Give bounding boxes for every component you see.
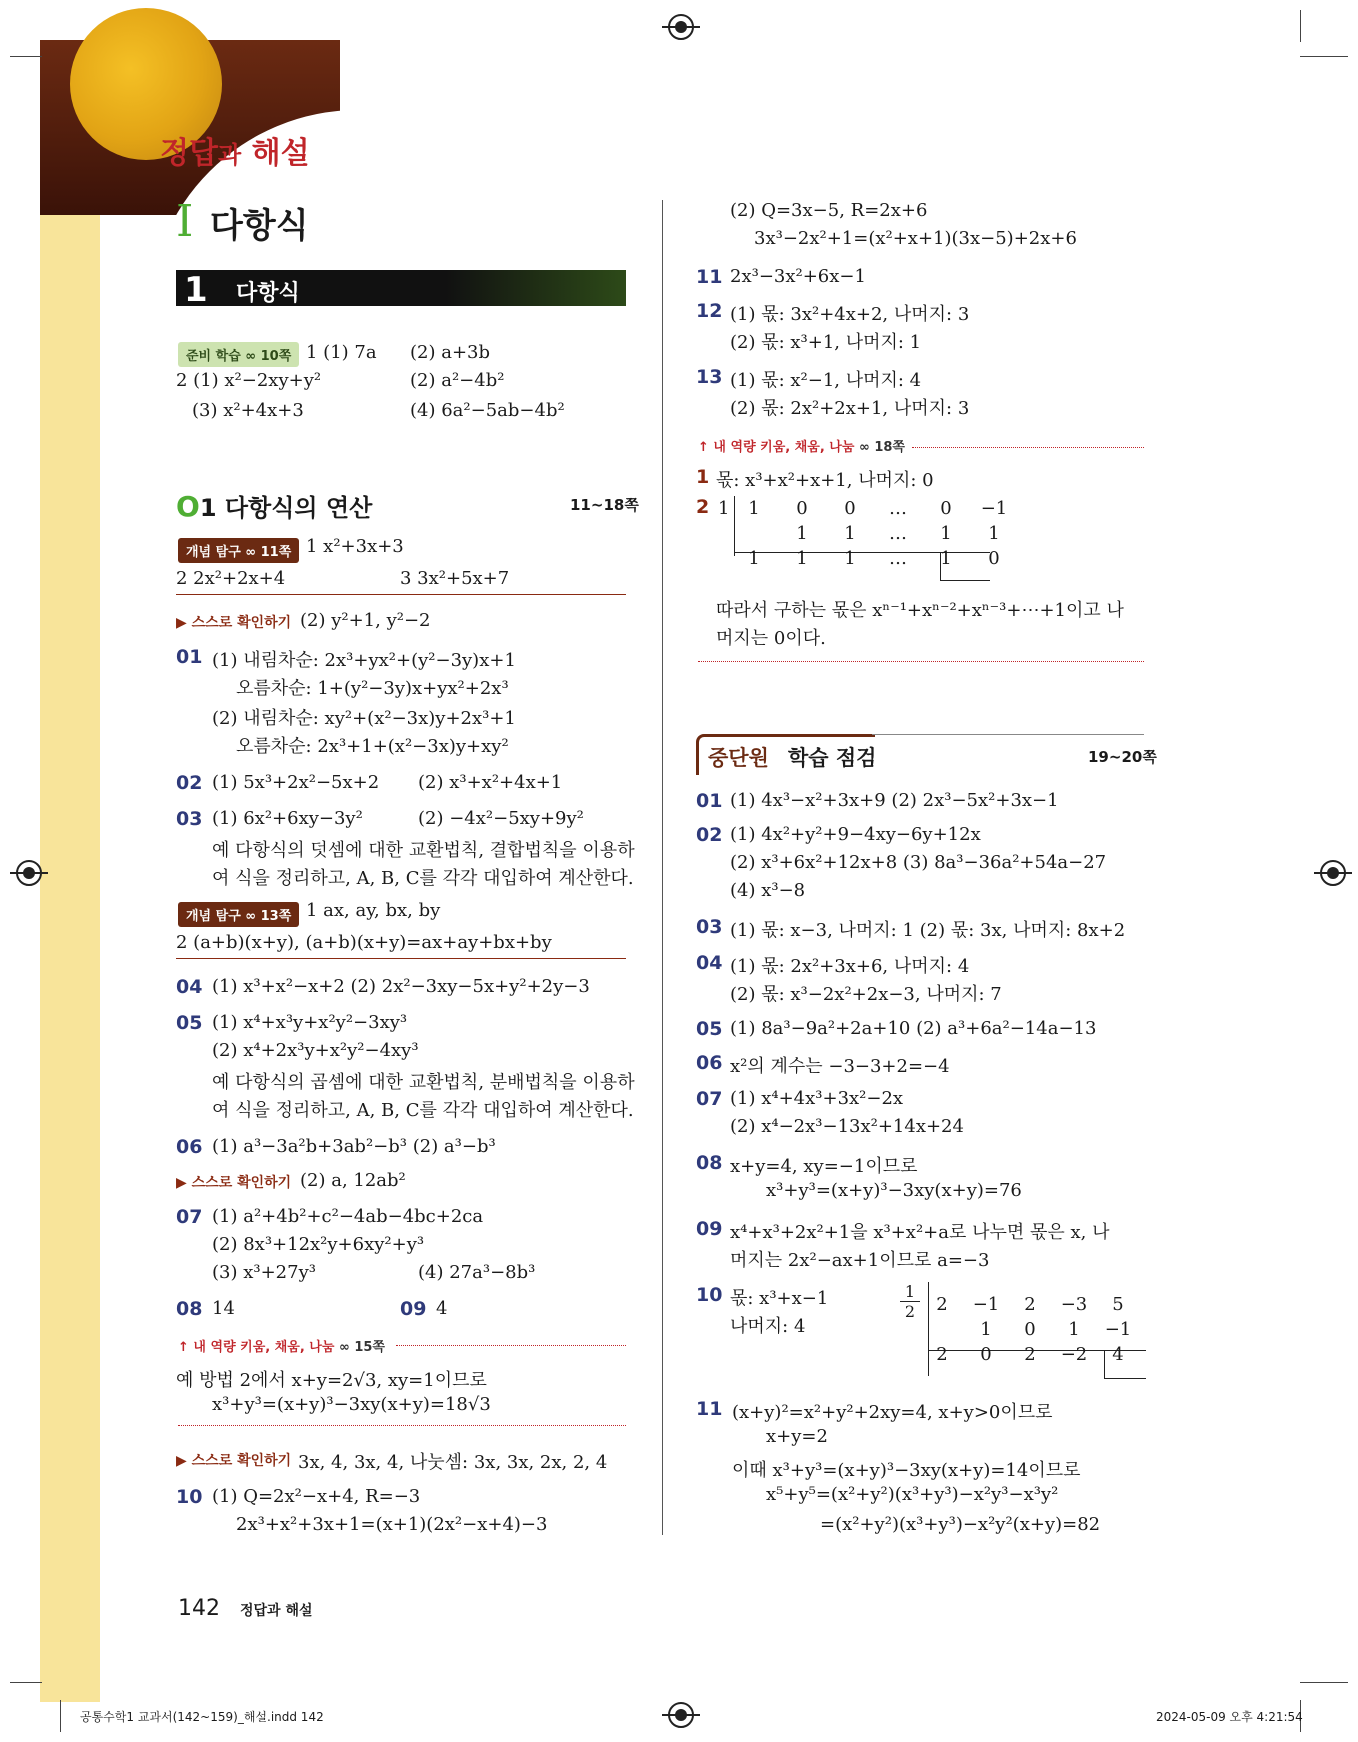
capacity-label: ↑ 내 역량 키움, 채움, 나눔 ∞ 18쪽 (698, 440, 905, 455)
capacity-label: ↑ 내 역량 키움, 채움, 나눔 ∞ 15쪽 (178, 1340, 385, 1355)
page-label: 정답과 해설 (240, 1603, 313, 1619)
synthetic-cell: 1 (1068, 1319, 1080, 1340)
problem-line: 4 (436, 1298, 448, 1319)
problem-line: 3x³−2x²+1=(x²+x+1)(3x−5)+2x+6 (754, 228, 1077, 249)
problem-line: (2) −4x²−5xy+9y² (418, 808, 584, 829)
problem-line: 머지는 0이다. (716, 628, 826, 649)
capacity-line: x³+y³=(x+y)³−3xy(x+y)=18√3 (212, 1394, 491, 1415)
problem-number: 09 (696, 1218, 723, 1240)
synthetic-cell: 4 (1112, 1344, 1124, 1365)
problem-line: x²의 계수는 −3−3+2=−4 (730, 1056, 950, 1077)
synthetic-cell: 5 (1112, 1294, 1124, 1315)
synthetic-cell: 2 (1024, 1344, 1036, 1365)
concept-line: 2 (a+b)(x+y), (a+b)(x+y)=ax+ay+bx+by (176, 932, 552, 953)
crop-mark (10, 1682, 42, 1683)
problem-line: (x+y)²=x²+y²+2xy=4, x+y>0이므로 (732, 1402, 1053, 1423)
chapter-numeral: I (176, 196, 194, 247)
registration-mark (668, 14, 694, 40)
lesson-title-text: 1 다항식의 연산 (199, 494, 373, 522)
synthetic-cell: −3 (1060, 1294, 1088, 1315)
concept-rule (176, 958, 626, 959)
registration-mark (668, 1702, 694, 1728)
concept-badge: 개념 탐구 ∞ 13쪽 (178, 902, 299, 927)
problem-line: 오름차순: 2x³+1+(x²−3x)y+xy² (236, 736, 509, 757)
problem-line: (1) a³−3a²b+3ab²−b³ (2) a³−b³ (212, 1136, 496, 1157)
capacity-dotted-line (698, 660, 1144, 662)
problem-number: 08 (696, 1152, 723, 1174)
lesson-pages: 11~18쪽 (570, 496, 639, 514)
problem-number: 04 (176, 976, 203, 998)
problem-line: (4) x³−8 (730, 880, 806, 901)
synthetic-cell: 2 (936, 1294, 948, 1315)
crop-mark (1300, 10, 1301, 42)
problem-line: x⁵+y⁵=(x²+y²)(x³+y³)−x²y³−x³y² (766, 1484, 1059, 1505)
fraction-denominator: 2 (904, 1302, 916, 1321)
date-info: 2024-05-09 오후 4:21:54 (1156, 1710, 1303, 1724)
mid-unit-subtitle: 학습 점검 (788, 746, 877, 770)
problem-line: (3) x³+27y³ (212, 1262, 316, 1283)
synthetic-row (920, 1292, 1140, 1317)
synthetic-remainder-box (1104, 1378, 1146, 1379)
problem-number: 06 (696, 1052, 723, 1074)
section-title: 다항식 (236, 281, 300, 306)
synthetic-divisor: 1 (718, 498, 730, 519)
capacity-dotted-line (396, 1344, 626, 1346)
synthetic-cell: −1 (1104, 1319, 1132, 1340)
column-divider (662, 200, 663, 1535)
problem-line: 14 (212, 1298, 235, 1319)
problem-line: x+y=4, xy=−1이므로 (730, 1156, 918, 1177)
synthetic-cell: 0 (980, 1344, 992, 1365)
prep-line: (2) a+3b (410, 342, 491, 363)
synthetic-cell: −2 (1060, 1344, 1088, 1365)
synthetic-cell: … (889, 523, 907, 544)
problem-number: 04 (696, 952, 723, 974)
prep-line: 2 (1) x²−2xy+y² (176, 370, 322, 391)
page-title (160, 128, 310, 172)
capacity-dotted-line (178, 1424, 626, 1426)
self-check-answer: 3x, 4, 3x, 4, 나눗셈: 3x, 3x, 2x, 2, 4 (298, 1452, 608, 1473)
synthetic-cell: 1 (796, 523, 808, 544)
problem-line: (2) x³+6x²+12x+8 (3) 8a³−36a²+54a−27 (730, 852, 1107, 873)
problem-line: (1) x⁴+4x³+3x²−2x (730, 1088, 904, 1109)
problem-line: (2) 몫: x³+1, 나머지: 1 (730, 332, 922, 353)
problem-line: 머지는 2x²−ax+1이므로 a=−3 (730, 1250, 990, 1271)
problem-line: (1) 몫: x²−1, 나머지: 4 (730, 370, 922, 391)
self-check-text: 스스로 확인하기 (191, 615, 292, 631)
section-number: 1 (184, 270, 208, 310)
concept-rule (176, 594, 626, 595)
prep-line: 1 (1) 7a (306, 342, 377, 363)
prep-line: (3) x²+4x+3 (192, 400, 304, 421)
title-and: 과 (217, 141, 242, 169)
prep-line: (2) a²−4b² (410, 370, 505, 391)
self-check-answer: (2) y²+1, y²−2 (300, 610, 431, 631)
problem-line: (4) 27a³−8b³ (418, 1262, 536, 1283)
problem-line: (1) 몫: x−3, 나머지: 1 (2) 몫: 3x, 나머지: 8x+2 (730, 920, 1126, 941)
problem-number: 07 (696, 1088, 723, 1110)
problem-number: 2 (696, 496, 710, 518)
capacity-text: 내 역량 키움, 채움, 나눔 (713, 440, 855, 455)
capacity-pages: ∞ 15쪽 (338, 1340, 385, 1355)
mid-unit-title: 중단원 (708, 746, 769, 770)
concept-line: 1 ax, ay, bx, by (306, 900, 441, 921)
problem-line: 나머지: 4 (730, 1316, 806, 1337)
problem-line: 이때 x³+y³=(x+y)³−3xy(x+y)=14이므로 (732, 1460, 1081, 1481)
problem-line: (2) Q=3x−5, R=2x+6 (730, 200, 928, 221)
fraction-numerator: 1 (900, 1282, 920, 1302)
problem-line: 여 식을 정리하고, A, B, C를 각각 대입하여 계산한다. (212, 868, 634, 889)
chapter-title: 다항식 (210, 206, 309, 246)
problem-line: 몫: x³+x²+x+1, 나머지: 0 (716, 470, 934, 491)
problem-line: (2) 8x³+12x²y+6xy²+y³ (212, 1234, 425, 1255)
problem-line: (1) 5x³+2x²−5x+2 (212, 772, 380, 793)
capacity-pages: ∞ 18쪽 (858, 440, 905, 455)
problem-number: 03 (176, 808, 203, 830)
synthetic-cell: 1 (796, 548, 808, 569)
synthetic-row (730, 546, 1018, 571)
synthetic-cell: 2 (1024, 1294, 1036, 1315)
self-check-text: 스스로 확인하기 (191, 1453, 292, 1469)
problem-line: (1) a²+4b²+c²−4ab−4bc+2ca (212, 1206, 484, 1227)
problem-line: 2x³+x²+3x+1=(x+1)(2x²−x+4)−3 (236, 1514, 548, 1535)
synthetic-cell (920, 1317, 964, 1342)
crop-mark (1300, 56, 1348, 57)
problem-number: 11 (696, 266, 723, 288)
mid-unit-pages: 19~20쪽 (1088, 748, 1157, 766)
synthetic-cell: … (889, 498, 907, 519)
problem-line: 예 다항식의 곱셈에 대한 교환법칙, 분배법칙을 이용하 (212, 1072, 635, 1093)
problem-number: 07 (176, 1206, 203, 1228)
problem-line: (1) 몫: 2x²+3x+6, 나머지: 4 (730, 956, 970, 977)
problem-number: 02 (176, 772, 203, 794)
self-check-label: ▶ 스스로 확인하기 (176, 615, 292, 631)
synthetic-cell: 1 (748, 498, 760, 519)
mid-unit-rule (872, 734, 1144, 735)
problem-line: (1) 4x³−x²+3x+9 (2) 2x³−5x²+3x−1 (730, 790, 1059, 811)
prep-line: (4) 6a²−5ab−4b² (410, 400, 565, 421)
crop-mark (60, 1700, 61, 1732)
synthetic-row (920, 1342, 1140, 1367)
title-explanation: 해설 (251, 136, 310, 171)
synthetic-row (730, 521, 1018, 546)
problem-line: 예 다항식의 덧셈에 대한 교환법칙, 결합법칙을 이용하 (212, 840, 635, 861)
problem-line: (2) x³+x²+4x+1 (418, 772, 563, 793)
crop-mark (10, 56, 42, 57)
problem-number: 01 (176, 646, 203, 668)
problem-line: (2) 몫: 2x²+2x+1, 나머지: 3 (730, 398, 970, 419)
crop-mark (1300, 1682, 1348, 1683)
synthetic-cell: 1 (748, 548, 760, 569)
problem-number: 11 (696, 1398, 723, 1420)
problem-line: 여 식을 정리하고, A, B, C를 각각 대입하여 계산한다. (212, 1100, 634, 1121)
synthetic-cell: 2 (936, 1344, 948, 1365)
problem-number: 03 (696, 916, 723, 938)
problem-line: x+y=2 (766, 1426, 828, 1447)
problem-line: (1) Q=2x²−x+4, R=−3 (212, 1486, 421, 1507)
concept-line: 1 x²+3x+3 (306, 536, 404, 557)
file-info: 공통수학1 교과서(142~159)_해설.indd 142 (80, 1710, 324, 1724)
capacity-line: 예 방법 2에서 x+y=2√3, xy=1이므로 (176, 1370, 487, 1391)
synthetic-cell: 0 (988, 548, 1000, 569)
prep-badge: 준비 학습 ∞ 10쪽 (178, 342, 299, 367)
problem-line: (1) 8a³−9a²+2a+10 (2) a³+6a²−14a−13 (730, 1018, 1097, 1039)
problem-line: (1) x⁴+x³y+x²y²−3xy³ (212, 1012, 408, 1033)
problem-line: (2) x⁴−2x³−13x²+14x+24 (730, 1116, 964, 1137)
problem-line: (1) 6x²+6xy−3y² (212, 808, 363, 829)
lesson-title-o: O (176, 490, 200, 523)
problem-line: (2) x⁴+2x³y+x²y²−4xy³ (212, 1040, 419, 1061)
side-color-strip (40, 40, 100, 1702)
synthetic-cell: 0 (844, 498, 856, 519)
self-check-label: ▶ 스스로 확인하기 (176, 1175, 292, 1191)
problem-number: 05 (696, 1018, 723, 1040)
synthetic-cell: 1 (940, 548, 952, 569)
problem-line: 따라서 구하는 몫은 xⁿ⁻¹+xⁿ⁻²+xⁿ⁻³+⋯+1이고 나 (716, 600, 1124, 621)
problem-line: 오름차순: 1+(y²−3y)x+yx²+2x³ (236, 678, 509, 699)
synthetic-cell: … (889, 548, 907, 569)
concept-badge: 개념 탐구 ∞ 11쪽 (178, 538, 299, 563)
concept-line: 2 2x²+2x+4 (176, 568, 286, 589)
lesson-title (176, 488, 372, 523)
synthetic-cell: 1 (988, 523, 1000, 544)
problem-line: 몫: x³+x−1 (730, 1288, 829, 1309)
problem-number: 10 (696, 1284, 723, 1306)
synthetic-cell: 1 (980, 1319, 992, 1340)
problem-number: 13 (696, 366, 723, 388)
self-check-answer: (2) a, 12ab² (300, 1170, 406, 1191)
synthetic-cell: 0 (1024, 1319, 1036, 1340)
synthetic-cell: −1 (980, 498, 1008, 519)
problem-line: (1) 몫: 3x²+4x+2, 나머지: 3 (730, 304, 970, 325)
synthetic-cell: 0 (796, 498, 808, 519)
synthetic-cell: 1 (844, 523, 856, 544)
problem-number: 09 (400, 1298, 427, 1320)
synthetic-cell: 1 (844, 548, 856, 569)
synthetic-cell: 1 (940, 523, 952, 544)
problem-line: (2) 몫: x³−2x²+2x−3, 나머지: 7 (730, 984, 1002, 1005)
problem-number: 08 (176, 1298, 203, 1320)
synthetic-cell: −1 (972, 1294, 1000, 1315)
registration-mark (1320, 860, 1346, 886)
problem-line: x³+y³=(x+y)³−3xy(x+y)=76 (766, 1180, 1022, 1201)
capacity-text: 내 역량 키움, 채움, 나눔 (193, 1340, 335, 1355)
problem-number: 10 (176, 1486, 203, 1508)
problem-number: 06 (176, 1136, 203, 1158)
synthetic-row (730, 496, 1018, 521)
problem-line: (1) 4x²+y²+9−4xy−6y+12x (730, 824, 981, 845)
problem-number: 1 (696, 466, 710, 488)
synthetic-division-table (920, 1292, 1140, 1367)
self-check-label: ▶ 스스로 확인하기 (176, 1453, 292, 1469)
problem-number: 05 (176, 1012, 203, 1034)
synthetic-cell: 0 (940, 498, 952, 519)
registration-mark (16, 860, 42, 886)
problem-line: (1) 내림차순: 2x³+yx²+(y²−3y)x+1 (212, 650, 516, 671)
problem-line: (1) x³+x²−x+2 (2) 2x²−3xy−5x+y²+2y−3 (212, 976, 590, 997)
capacity-dotted-line (912, 446, 1144, 448)
problem-line: x⁴+x³+2x²+1을 x³+x²+a로 나누면 몫은 x, 나 (730, 1222, 1110, 1243)
self-check-text: 스스로 확인하기 (191, 1175, 292, 1191)
problem-line: (2) 내림차순: xy²+(x²−3x)y+2x³+1 (212, 708, 516, 729)
problem-line: =(x²+y²)(x³+y³)−x²y²(x+y)=82 (820, 1514, 1101, 1535)
title-answer: 정답 (160, 136, 218, 171)
problem-number: 01 (696, 790, 723, 812)
problem-line: 2x³−3x²+6x−1 (730, 266, 866, 287)
synthetic-row (920, 1317, 1140, 1342)
synthetic-divisor-fraction (900, 1282, 920, 1321)
problem-number: 12 (696, 300, 723, 322)
synthetic-division-table (730, 496, 1018, 571)
synthetic-cell (730, 521, 778, 546)
concept-line: 3 3x²+5x+7 (400, 568, 510, 589)
problem-number: 02 (696, 824, 723, 846)
page-number: 142 (178, 1596, 220, 1621)
synthetic-remainder-box (940, 580, 990, 581)
